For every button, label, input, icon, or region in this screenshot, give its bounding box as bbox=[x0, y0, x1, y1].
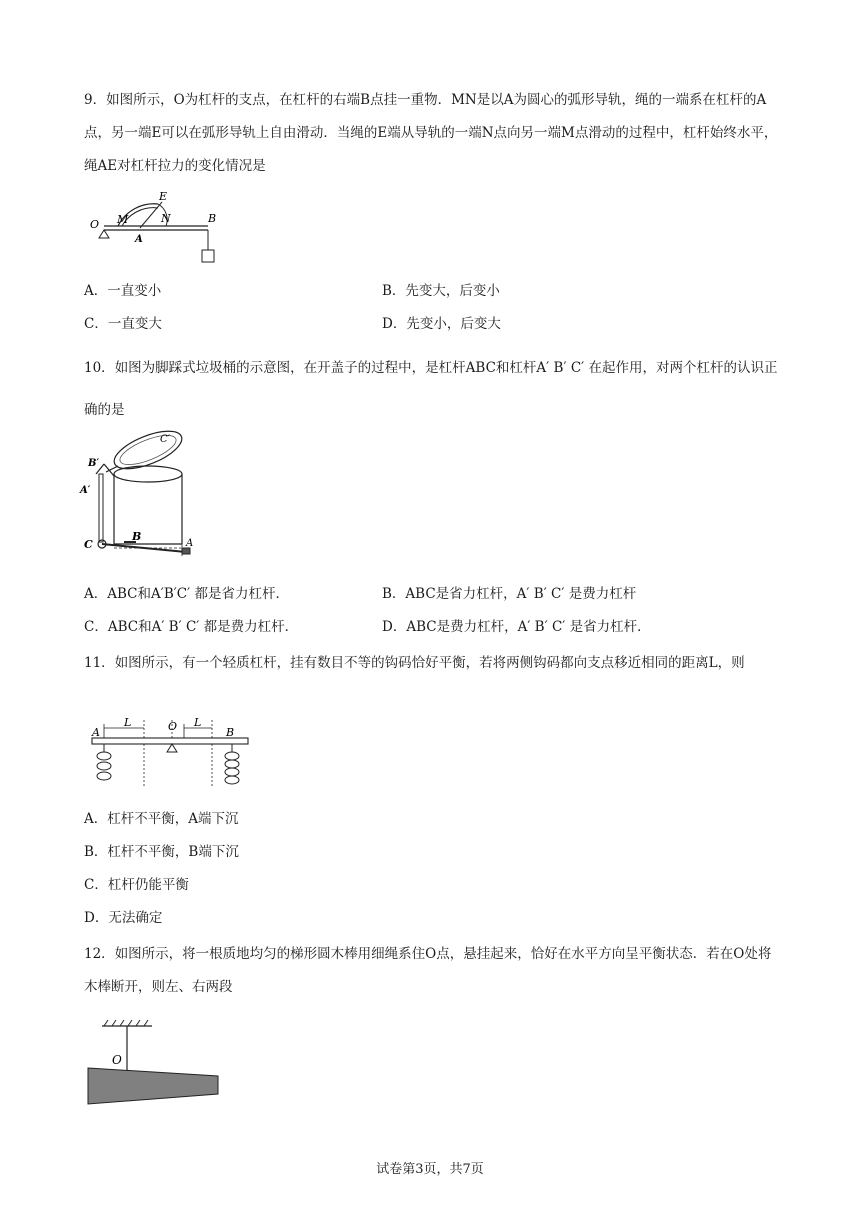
figure-10-label-a-prime: A′ bbox=[80, 485, 91, 496]
figure-9-label-a: A bbox=[135, 234, 143, 245]
question-10-option-a[interactable]: A．ABC和A′B′C′ 都是省力杠杆． bbox=[84, 586, 289, 602]
question-9-option-a[interactable]: A．一直变小 bbox=[84, 283, 162, 299]
figure-12-label-o: O bbox=[112, 1053, 122, 1067]
figure-10-label-b-prime: B′ bbox=[88, 458, 100, 469]
question-9-options bbox=[84, 275, 784, 341]
figure-10-label-c: C bbox=[84, 538, 93, 551]
question-11-option-d[interactable]: D．无法确定 bbox=[84, 910, 163, 926]
question-11 bbox=[84, 647, 784, 680]
figure-10-label-a: A bbox=[186, 538, 194, 549]
figure-12-trapezoid-log bbox=[84, 1018, 224, 1110]
question-9-number: 9． bbox=[84, 92, 107, 108]
figure-10-label-b: B bbox=[132, 530, 142, 543]
question-10-option-d[interactable]: D．ABC是费力杠杆，A′ B′ C′ 是省力杠杆． bbox=[382, 619, 651, 635]
figure-10-trash-can bbox=[78, 428, 208, 560]
question-10-stem: 如图为脚踩式垃圾桶的示意图，在开盖子的过程中，是杠杆ABC和杠杆A′ B′ C′ 在起作用，对两个杠杆的认识正确的是 bbox=[84, 360, 778, 418]
question-11-option-a[interactable]: A．杠杆不平衡，A端下沉 bbox=[84, 811, 239, 827]
question-10 bbox=[84, 347, 784, 431]
figure-9-label-b: B bbox=[208, 212, 217, 225]
question-11-options bbox=[84, 803, 784, 935]
figure-9-lever-arc bbox=[84, 184, 230, 268]
figure-10-label-c-prime: C′ bbox=[160, 434, 170, 445]
question-9-option-c[interactable]: C．一直变大 bbox=[84, 316, 162, 332]
figure-11-label-l-left: L bbox=[124, 716, 132, 729]
figure-9-label-n: N bbox=[161, 212, 171, 225]
figure-11-label-o: O bbox=[168, 720, 178, 733]
question-9-stem: 如图所示，O为杠杆的支点，在杠杆的右端B点挂一重物．MN是以A为圆心的弧形导轨，绳的一端系在杠杆的A点，另一端E可以在弧形导轨上自由滑动．当绳的E端从导轨的一端N点向另一端M点滑动的过程中，杠杆始终水平，绳AE对杠杆拉力的变化情况是 bbox=[84, 92, 778, 174]
question-10-number: 10． bbox=[84, 360, 115, 376]
figure-9-label-m: M bbox=[117, 213, 129, 226]
figure-11-label-l-right: L bbox=[194, 716, 202, 729]
question-11-number: 11． bbox=[84, 655, 115, 671]
question-10-option-b[interactable]: B．ABC是省力杠杆，A′ B′ C′ 是费力杠杆 bbox=[382, 586, 637, 602]
question-11-stem: 如图所示，有一个轻质杠杆，挂有数目不等的钩码恰好平衡，若将两侧钩码都向支点移近相同的距离L，则 bbox=[114, 655, 745, 671]
question-12-number: 12． bbox=[84, 946, 115, 962]
figure-9-label-e: E bbox=[159, 190, 168, 203]
question-9-option-d[interactable]: D．先变小，后变大 bbox=[382, 316, 501, 332]
figure-9-label-o: O bbox=[90, 218, 100, 231]
figure-11-label-b: B bbox=[226, 726, 235, 739]
question-11-option-c[interactable]: C．杠杆仍能平衡 bbox=[84, 877, 189, 893]
page-footer: 试卷第3页，共7页 bbox=[376, 1162, 484, 1177]
figure-11-balanced-lever bbox=[84, 716, 254, 796]
question-9 bbox=[84, 84, 784, 183]
question-12 bbox=[84, 938, 784, 1004]
question-9-option-b[interactable]: B．先变大，后变小 bbox=[382, 283, 500, 299]
question-11-option-b[interactable]: B．杠杆不平衡，B端下沉 bbox=[84, 844, 239, 860]
question-12-stem: 如图所示，将一根质地均匀的梯形圆木棒用细绳系住O点，悬挂起来，恰好在水平方向呈平衡状态．若在O处将木棒断开，则左、右两段 bbox=[84, 946, 772, 995]
figure-11-label-a: A bbox=[92, 726, 100, 739]
question-10-options bbox=[84, 578, 784, 644]
question-10-option-c[interactable]: C．ABC和A′ B′ C′ 都是费力杠杆． bbox=[84, 619, 299, 635]
